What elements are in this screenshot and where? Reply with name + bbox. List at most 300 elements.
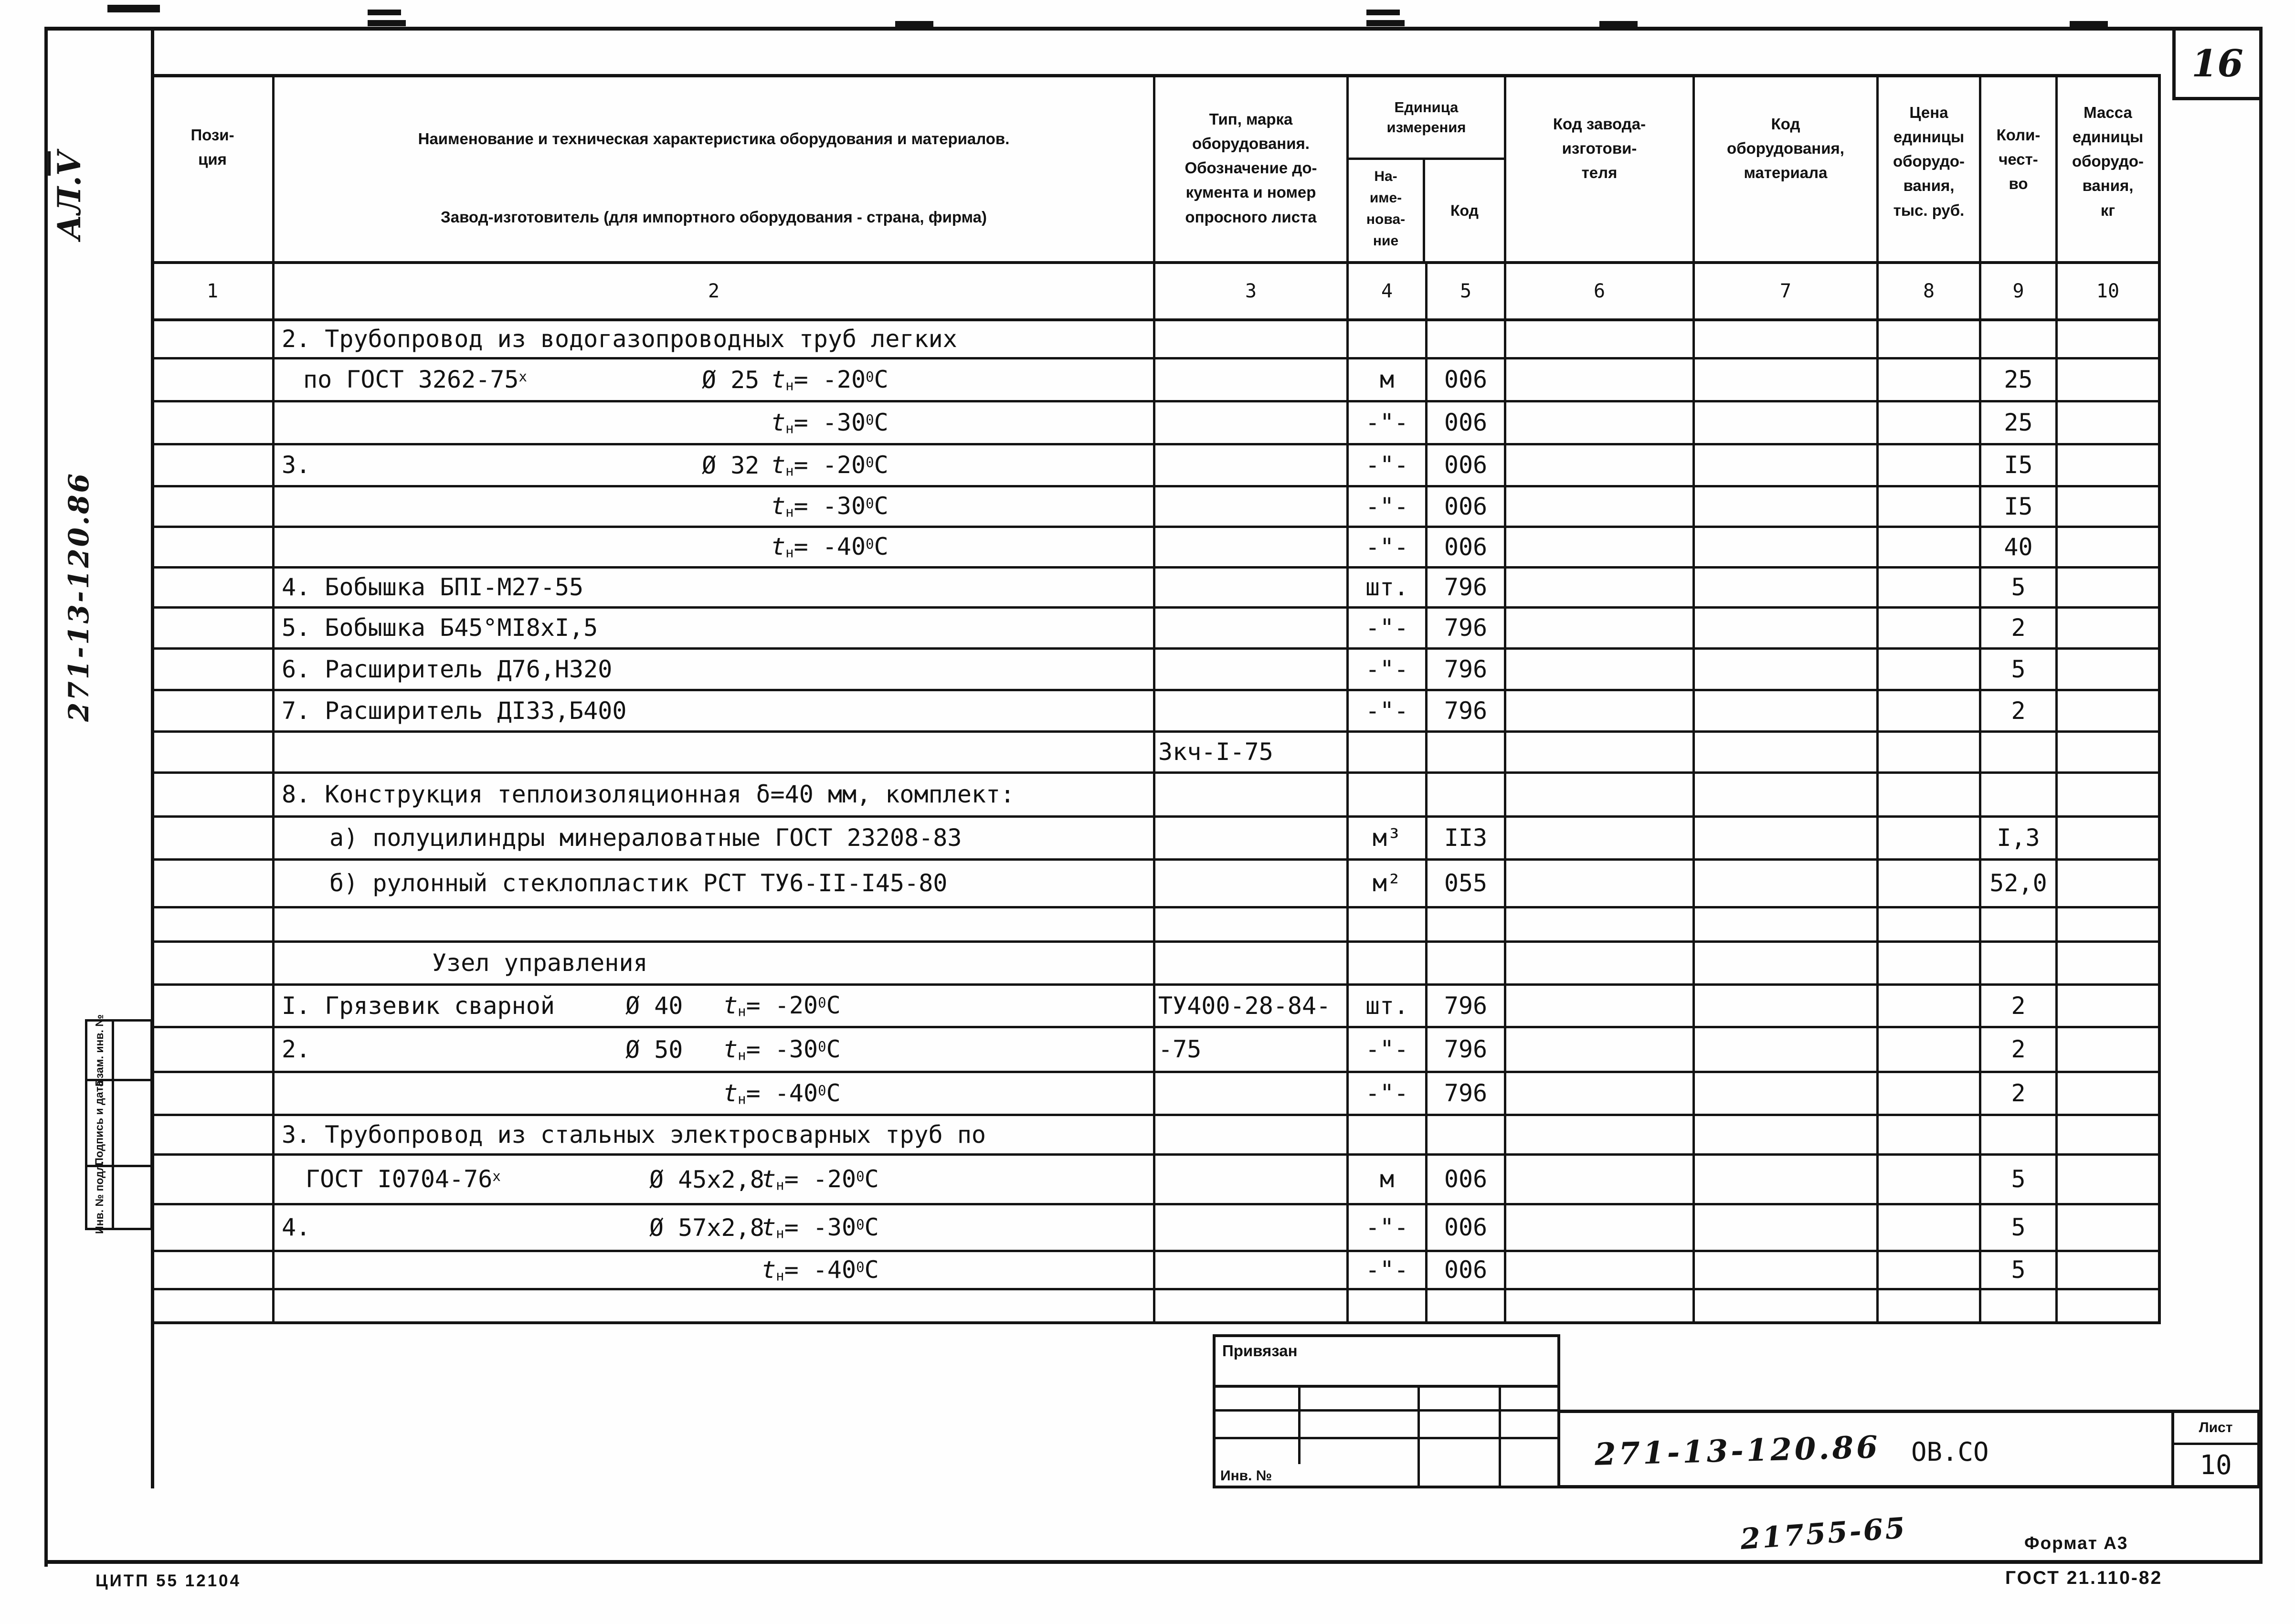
margin-album-mark-prefix: АЛ. [51,176,88,241]
cell-position [153,445,275,485]
item-name: 3. [282,451,311,479]
col-num: 5 [1428,264,1506,318]
cell-factory-code [1506,774,1695,815]
cell-price [1879,445,1981,485]
cell-unit-code: 055 [1428,861,1506,906]
item-temperature: $t_н= -20^0С$ [771,451,888,479]
cell-mass [2058,1028,2158,1071]
item-diameter: Ø 45х2,8 [649,1165,764,1193]
cell-equip-code [1695,986,1879,1026]
cell-mass [2058,402,2158,443]
sheet-number-box [2171,1413,2257,1485]
cell-price [1879,1252,1981,1288]
header-name [275,77,1155,261]
cell-factory-code [1506,943,1695,983]
cell-mass [2058,1252,2158,1288]
cell-name [275,943,1155,983]
cell-qty: 5 [1981,569,2058,606]
cell-unit: -"- [1349,1205,1428,1250]
cell-unit: -"- [1349,528,1428,566]
cell-unit: -"- [1349,445,1428,485]
cell-price [1879,774,1981,815]
cell-unit-code [1428,1290,1506,1321]
stamp-title: Привязан [1216,1337,1557,1388]
item-name: 7. Расширитель ДI33,Б400 [282,696,627,725]
margin-album-mark [48,124,91,267]
spec-row [153,569,2158,609]
cell-equip-code [1695,774,1879,815]
cell-unit-code: 796 [1428,609,1506,647]
spec-row [153,1290,2158,1321]
cell-unit-code: 006 [1428,528,1506,566]
item-name: 2. [282,1035,311,1064]
cell-position [153,359,275,400]
cell-mass [2058,861,2158,906]
cell-qty: I5 [1981,487,2058,526]
cell-equip-code [1695,1073,1879,1114]
cell-type [1155,1116,1349,1153]
cell-type: Зкч-I-75 [1155,733,1349,771]
cell-unit [1349,321,1428,357]
cell-equip-code [1695,818,1879,858]
spec-row [153,359,2158,402]
fold-mark [2070,21,2108,27]
margin-doc-number: 271-13-120.86 [63,472,95,722]
cell-type [1155,818,1349,858]
col-num: 4 [1349,264,1428,318]
cell-price [1879,528,1981,566]
cell-name [275,1205,1155,1250]
cell-qty: 5 [1981,1205,2058,1250]
cell-mass [2058,609,2158,647]
cell-type [1155,1205,1349,1250]
cell-unit-code: 006 [1428,1252,1506,1288]
cell-qty [1981,321,2058,357]
item-name: а) полуцилиндры минераловатные ГОСТ 23208-83 [329,824,962,852]
item-name: 8. Конструкция теплоизоляционная δ=40 мм, комплект: [282,780,1015,809]
spec-row [153,818,2158,861]
cell-equip-code [1695,1116,1879,1153]
spec-row [153,1156,2158,1205]
frame-top [45,27,2263,31]
format-label: Формат А3 [2024,1533,2128,1553]
cell-qty [1981,1290,2058,1321]
cell-name [275,818,1155,858]
header-name-line1: Наименование и техническая характеристика оборудования и материалов. [418,130,1010,148]
header-unit-code: Код [1450,201,1479,219]
col-num: 7 [1695,264,1879,318]
cell-price [1879,487,1981,526]
item-name: 4. Бобышка БПI-М27-55 [282,573,584,601]
cell-equip-code [1695,487,1879,526]
cell-qty: I5 [1981,445,2058,485]
cell-price [1879,1073,1981,1114]
strip-label-cell: Инв. № подл. [87,1167,114,1228]
cell-position [153,1205,275,1250]
cell-mass [2058,1156,2158,1203]
cell-type [1155,943,1349,983]
strip-label-cell: Взам. инв. № [87,1022,114,1079]
cell-factory-code [1506,733,1695,771]
cell-unit: -"- [1349,487,1428,526]
cell-unit: м [1349,1156,1428,1203]
item-name: б) рулонный стеклопластик РСТ ТУ6-II-I45-80 [329,869,948,897]
cell-qty [1981,908,2058,940]
cell-name [275,569,1155,606]
frame-right [2259,27,2263,1563]
cell-factory-code [1506,359,1695,400]
cell-name [275,650,1155,689]
cell-factory-code [1506,487,1695,526]
cell-type [1155,1290,1349,1321]
cell-unit-code: 796 [1428,986,1506,1026]
cell-unit-code [1428,943,1506,983]
fold-mark [1366,20,1405,26]
handwritten-order-number: 21755-65 [1739,1511,1908,1557]
cell-position [153,487,275,526]
cell-name [275,691,1155,730]
spec-row [153,402,2158,445]
spec-row [153,609,2158,650]
cell-unit: м [1349,359,1428,400]
cell-mass [2058,569,2158,606]
stamp-inv-label: Инв. № [1216,1464,1420,1488]
cell-mass [2058,733,2158,771]
cell-price [1879,609,1981,647]
cell-position [153,1252,275,1288]
cell-type [1155,1156,1349,1203]
cell-type [1155,402,1349,443]
cell-mass [2058,908,2158,940]
cell-equip-code [1695,691,1879,730]
cell-position [153,1116,275,1153]
cell-price [1879,650,1981,689]
cell-unit-code [1428,733,1506,771]
cell-type [1155,861,1349,906]
spec-row [153,321,2158,359]
cell-equip-code [1695,1156,1879,1203]
cell-qty: I,3 [1981,818,2058,858]
cell-price [1879,1116,1981,1153]
cell-unit-code: 796 [1428,1028,1506,1071]
item-diameter: Ø 57х2,8 [649,1213,764,1242]
cell-factory-code [1506,569,1695,606]
cell-unit [1349,943,1428,983]
cell-position [153,774,275,815]
cell-position [153,1156,275,1203]
cell-unit: -"- [1349,1252,1428,1288]
cell-unit: -"- [1349,650,1428,689]
sheet-label: Лист [2174,1413,2257,1445]
cell-name [275,1252,1155,1288]
cell-position [153,321,275,357]
cell-position [153,569,275,606]
cell-factory-code [1506,1205,1695,1250]
item-temperature: $t_н= -30^0С$ [771,492,888,520]
header-price: Цена единицы оборудо- вания, тыс. руб. [1879,77,1981,261]
cell-unit-code: 796 [1428,1073,1506,1114]
cell-position [153,650,275,689]
cell-type [1155,359,1349,400]
cell-unit: шт. [1349,986,1428,1026]
cell-factory-code [1506,1252,1695,1288]
cell-price [1879,1290,1981,1321]
item-temperature: $t_н= -40^0С$ [771,533,888,561]
titleblock-doc-number: 271-13-120.86 [1594,1429,1881,1473]
fold-mark [895,21,933,27]
cell-equip-code [1695,569,1879,606]
cell-price [1879,733,1981,771]
cell-qty: 25 [1981,402,2058,443]
cell-qty: 5 [1981,650,2058,689]
cell-equip-code [1695,1205,1879,1250]
spec-row [153,487,2158,528]
item-temperature: $t_н= -20^0С$ [771,365,888,394]
cell-name [275,1290,1155,1321]
fold-mark [1366,10,1400,15]
cell-unit: -"- [1349,691,1428,730]
cell-name [275,1073,1155,1114]
fold-mark [107,5,160,12]
cell-unit-code: 006 [1428,1156,1506,1203]
cell-unit: -"- [1349,1028,1428,1071]
cell-name [275,609,1155,647]
spec-row [153,861,2158,908]
cell-price [1879,359,1981,400]
cell-name [275,986,1155,1026]
cell-qty [1981,943,2058,983]
spec-row [153,1028,2158,1073]
cell-qty [1981,774,2058,815]
cell-unit: м³ [1349,818,1428,858]
table-body [153,321,2158,1321]
cell-type: ТУ400-28-84- [1155,986,1349,1026]
cell-mass [2058,1073,2158,1114]
cell-equip-code [1695,943,1879,983]
cell-type [1155,609,1349,647]
cell-name [275,733,1155,771]
col-num: 6 [1506,264,1695,318]
cell-unit [1349,1290,1428,1321]
cell-unit: -"- [1349,402,1428,443]
cell-price [1879,1205,1981,1250]
equipment-spec-table [153,74,2161,1324]
cell-mass [2058,650,2158,689]
cell-mass [2058,1116,2158,1153]
cell-position [153,943,275,983]
frame-side-strip [85,1014,153,1234]
cell-name [275,1116,1155,1153]
spec-row [153,1116,2158,1156]
col-num: 9 [1981,264,2058,318]
cell-unit-code [1428,321,1506,357]
item-diameter: Ø 50 [625,1035,683,1064]
cell-equip-code [1695,861,1879,906]
item-name: по ГОСТ $3262-75^х$ [303,366,528,394]
item-name: 2. Трубопровод из водогазопроводных труб легких [282,325,957,353]
item-name: 5. Бобышка Б45°МI8хI,5 [282,614,598,642]
cell-factory-code [1506,1028,1695,1071]
cell-name [275,1156,1155,1203]
footer-standard: ГОСТ 21.110-82 [2005,1568,2163,1588]
stamp-grid [1216,1388,1557,1464]
cell-equip-code [1695,650,1879,689]
cell-type [1155,569,1349,606]
cell-qty [1981,733,2058,771]
spec-row [153,908,2158,943]
cell-mass [2058,1205,2158,1250]
header-factory-code: Код завода- изготови- теля [1506,77,1695,261]
cell-mass [2058,487,2158,526]
cell-type [1155,321,1349,357]
table-header [153,77,2158,264]
cell-qty: 2 [1981,986,2058,1026]
cell-equip-code [1695,609,1879,647]
cell-equip-code [1695,445,1879,485]
col-num: 8 [1879,264,1981,318]
item-temperature: $t_н= -20^0С$ [723,991,841,1020]
cell-equip-code [1695,1252,1879,1288]
cell-position [153,691,275,730]
item-diameter: Ø 32 [702,451,760,479]
item-name: 3. Трубопровод из стальных электросварных труб по [282,1120,986,1149]
sheet-number: 10 [2200,1449,2232,1481]
col-num: 10 [2096,280,2120,302]
cell-name [275,1028,1155,1071]
cell-unit-code: 006 [1428,445,1506,485]
frame-left [44,27,48,1567]
cell-name [275,528,1155,566]
item-diameter: Ø 40 [625,991,683,1020]
margin-album-mark-v: $\overline{V}$ [51,151,88,176]
cell-position [153,609,275,647]
strip-cell [87,1081,150,1167]
cell-qty: 40 [1981,528,2058,566]
item-name: ГОСТ $I0704-76^х$ [306,1165,501,1193]
sheet-corner-number: 16 [2191,42,2243,85]
item-temperature: $t_н= -30^0С$ [761,1213,879,1242]
cell-qty [1981,1116,2058,1153]
cell-unit: -"- [1349,1073,1428,1114]
cell-equip-code [1695,1028,1879,1071]
cell-position [153,986,275,1026]
cell-name [275,908,1155,940]
cell-name [275,321,1155,357]
strip-label-cell: Подпись и дата [87,1081,114,1165]
cell-mass [2058,359,2158,400]
cell-unit [1349,1116,1428,1153]
header-mass: Масса единицы оборудо- вания, кг [2072,104,2144,219]
cell-name [275,402,1155,443]
fold-mark [368,10,401,15]
cell-unit [1349,774,1428,815]
cell-name [275,359,1155,400]
spec-row [153,1205,2158,1252]
item-name: I. Грязевик сварной [282,991,555,1020]
column-number-row [153,264,2158,321]
item-name: 6. Расширитель Д76,Н320 [282,655,613,683]
header-unit-group [1349,77,1506,261]
cell-qty: 25 [1981,359,2058,400]
cell-type [1155,908,1349,940]
title-block [1560,1410,2261,1488]
cell-mass [2058,986,2158,1026]
cell-price [1879,986,1981,1026]
cell-price [1879,818,1981,858]
item-name: 4. [282,1213,311,1242]
cell-type [1155,650,1349,689]
cell-equip-code [1695,321,1879,357]
cell-mass [2058,445,2158,485]
strip-cell [87,1161,150,1234]
cell-type [1155,1252,1349,1288]
cell-factory-code [1506,650,1695,689]
cell-unit-code: II3 [1428,818,1506,858]
spec-row [153,528,2158,569]
cell-position [153,528,275,566]
cell-qty: 2 [1981,1073,2058,1114]
strip-empty-cell [114,1081,150,1165]
cell-position [153,818,275,858]
cell-qty: 5 [1981,1156,2058,1203]
cell-type [1155,1073,1349,1114]
header-equip-code: Код оборудования, материала [1695,77,1879,261]
fold-mark [1599,21,1638,27]
cell-factory-code [1506,609,1695,647]
cell-equip-code [1695,1290,1879,1321]
strip-empty-cell [114,1167,150,1228]
cell-price [1879,321,1981,357]
strip-cell [87,1014,150,1086]
cell-type [1155,528,1349,566]
cell-unit-code: 006 [1428,487,1506,526]
titleblock-code: ОВ.СО [1911,1437,1989,1467]
cell-unit-code [1428,908,1506,940]
cell-qty: 5 [1981,1252,2058,1288]
cell-name [275,774,1155,815]
cell-price [1879,943,1981,983]
cell-equip-code [1695,359,1879,400]
cell-equip-code [1695,402,1879,443]
cell-factory-code [1506,861,1695,906]
cell-mass [2058,774,2158,815]
cell-factory-code [1506,402,1695,443]
cell-factory-code [1506,1290,1695,1321]
frame-bottom [44,1560,2263,1564]
cell-type [1155,445,1349,485]
cell-unit: -"- [1349,609,1428,647]
cell-unit-code: 006 [1428,1205,1506,1250]
fold-mark [368,20,406,26]
item-temperature: $t_н= -30^0С$ [771,408,888,437]
spec-row [153,445,2158,487]
cell-factory-code [1506,321,1695,357]
cell-position [153,402,275,443]
item-name: Узел управления [432,949,648,977]
cell-price [1879,908,1981,940]
cell-unit-code: 006 [1428,359,1506,400]
cell-name [275,861,1155,906]
cell-qty: 2 [1981,609,2058,647]
cell-mass [2058,321,2158,357]
cell-unit-code: 006 [1428,402,1506,443]
cell-position [153,1073,275,1114]
cell-position [153,1290,275,1321]
cell-equip-code [1695,908,1879,940]
cell-unit [1349,908,1428,940]
item-temperature: $t_н= -40^0С$ [723,1079,841,1107]
spec-row [153,691,2158,733]
